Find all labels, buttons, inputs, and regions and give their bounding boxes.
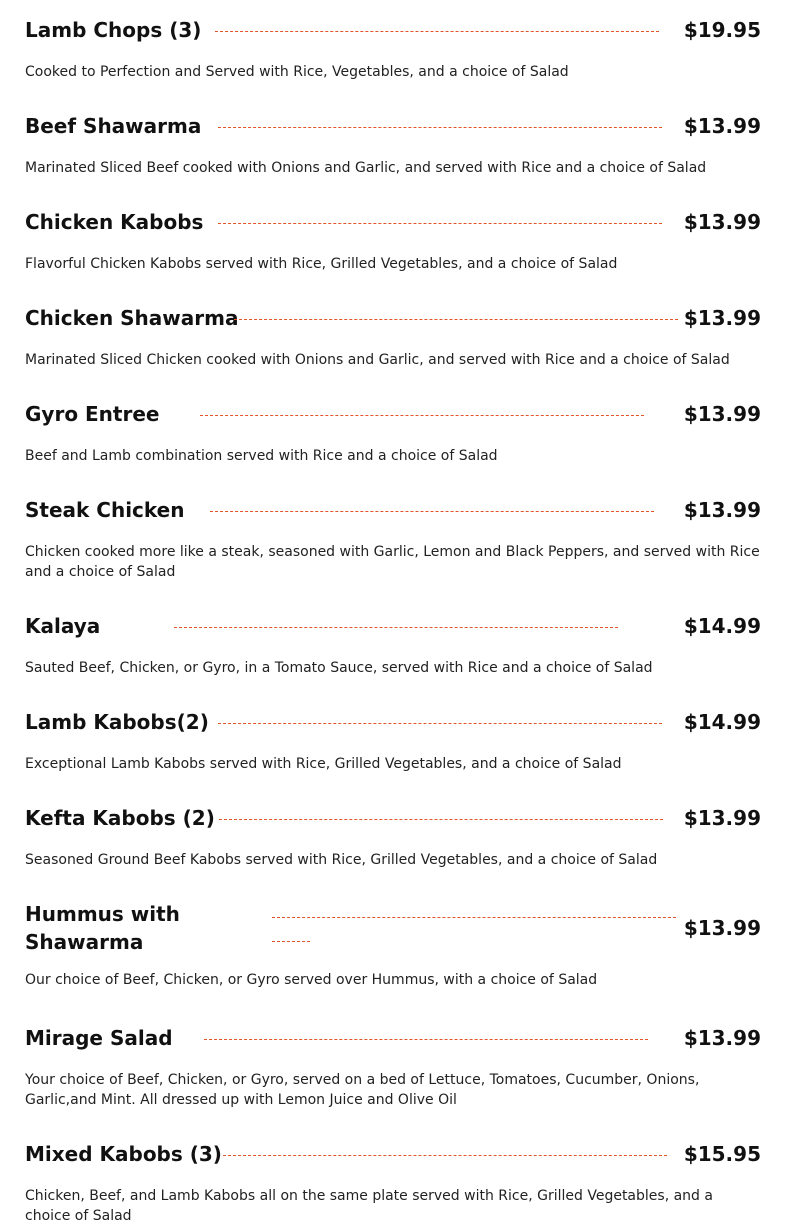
menu-item-description: Chicken cooked more like a steak, seasoned with Garlic, Lemon and Black Peppers, and served with Rice and a choice of Salad (25, 544, 760, 580)
menu-item-header (25, 96, 761, 158)
menu-item-name: Chicken Kabobs (25, 210, 204, 234)
menu-item-lamb-chops (25, 0, 761, 82)
leader-dots (218, 723, 662, 724)
leader-dots (204, 1039, 648, 1040)
leader-dots (272, 941, 310, 942)
menu-item-description: Your choice of Beef, Chicken, or Gyro, served on a bed of Lettuce, Tomatoes, Cucumber, Onions, Garlic,and Mint. All dressed up with Lemon Juice and Olive Oil (25, 1072, 700, 1108)
menu-item-header (25, 384, 761, 446)
menu-item-chicken-kabobs (25, 192, 761, 274)
menu-item-kalaya (25, 596, 761, 678)
menu-item-name: Kefta Kabobs (2) (25, 806, 215, 830)
menu-item-price: $13.99 (683, 1026, 761, 1050)
menu-item-name: Mixed Kabobs (3) (25, 1142, 222, 1166)
menu-item-price: $15.95 (683, 1142, 761, 1166)
menu-item-header (25, 1008, 761, 1070)
leader-dots (210, 511, 654, 512)
leader-dots (219, 819, 663, 820)
menu-item-header (25, 692, 761, 754)
leader-dots (174, 627, 618, 628)
menu-item-description: Beef and Lamb combination served with Rice and a choice of Salad (25, 448, 498, 464)
menu-item-beef-shawarma (25, 96, 761, 178)
leader-dots (223, 1155, 667, 1156)
menu-item-header (25, 596, 761, 658)
leader-dots (272, 917, 676, 918)
menu-item-header (25, 1124, 761, 1186)
menu-item-header (25, 192, 761, 254)
menu-item-name: Mirage Salad (25, 1026, 173, 1050)
menu-item-header (25, 288, 761, 350)
menu-item-price: $13.99 (683, 210, 761, 234)
menu-item-name: Lamb Kabobs(2) (25, 710, 209, 734)
menu-item-name: Steak Chicken (25, 498, 185, 522)
menu-item-gyro-entree (25, 384, 761, 466)
menu-item-mixed-kabobs (25, 1124, 761, 1226)
leader-dots (215, 31, 659, 32)
menu-item-description: Marinated Sliced Chicken cooked with Onions and Garlic, and served with Rice and a choice of Salad (25, 352, 730, 368)
menu-item-description: Marinated Sliced Beef cooked with Onions and Garlic, and served with Rice and a choice of Salad (25, 160, 707, 176)
leader-dots (200, 415, 644, 416)
menu-item-price: $13.99 (683, 916, 761, 940)
menu-item-price: $13.99 (683, 306, 761, 330)
menu-item-price: $13.99 (683, 402, 761, 426)
menu-item-price: $14.99 (683, 710, 761, 734)
menu-item-description: Seasoned Ground Beef Kabobs served with Rice, Grilled Vegetables, and a choice of Salad (25, 852, 658, 868)
menu-item-price: $13.99 (683, 806, 761, 830)
menu-item-description: Cooked to Perfection and Served with Rice, Vegetables, and a choice of Salad (25, 64, 569, 80)
menu-item-kefta-kabobs (25, 788, 761, 870)
leader-dots (234, 319, 678, 320)
menu-item-name: Chicken Shawarma (25, 306, 239, 330)
menu-item-header (25, 0, 761, 62)
menu-item-header (25, 884, 761, 970)
leader-dots (218, 223, 662, 224)
menu-item-steak-chicken (25, 480, 761, 582)
menu-item-hummus-with-shawarma (25, 884, 761, 990)
menu-item-price: $19.95 (683, 18, 761, 42)
menu-item-description: Exceptional Lamb Kabobs served with Rice, Grilled Vegetables, and a choice of Salad (25, 756, 622, 772)
menu-item-name: Gyro Entree (25, 402, 160, 426)
menu-item-price: $13.99 (683, 114, 761, 138)
menu-item-header (25, 788, 761, 850)
menu-item-description: Chicken, Beef, and Lamb Kabobs all on the same plate served with Rice, Grilled Vegetables, and a choice of Salad (25, 1188, 713, 1224)
leader-dots (218, 127, 662, 128)
menu-item-price: $14.99 (683, 614, 761, 638)
menu-item-name: Kalaya (25, 614, 101, 638)
menu-item-lamb-kabobs (25, 692, 761, 774)
menu-item-header (25, 480, 761, 542)
menu-item-name: Hummus with Shawarma (25, 902, 180, 954)
menu-item-chicken-shawarma (25, 288, 761, 370)
menu-item-description: Our choice of Beef, Chicken, or Gyro served over Hummus, with a choice of Salad (25, 972, 598, 988)
menu-item-name: Beef Shawarma (25, 114, 202, 138)
menu-item-name: Lamb Chops (3) (25, 18, 202, 42)
menu-item-price: $13.99 (683, 498, 761, 522)
menu-item-mirage-salad (25, 1008, 761, 1110)
menu-item-description: Sauted Beef, Chicken, or Gyro, in a Tomato Sauce, served with Rice and a choice of Salad (25, 660, 653, 676)
menu-item-description: Flavorful Chicken Kabobs served with Rice, Grilled Vegetables, and a choice of Salad (25, 256, 618, 272)
